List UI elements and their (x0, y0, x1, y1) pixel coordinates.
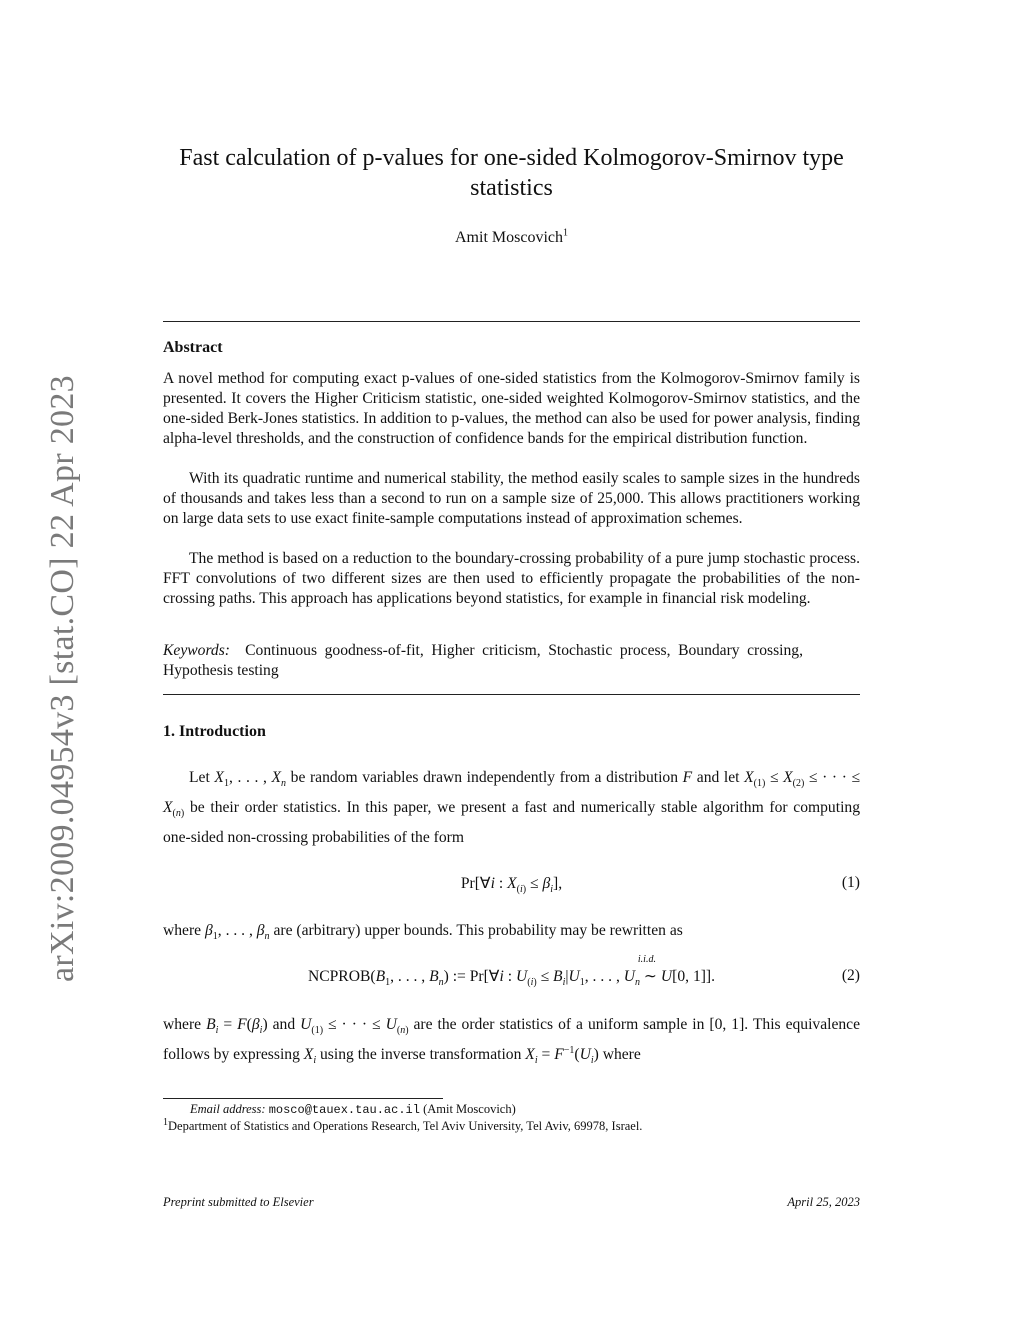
text-fragment: This equivalence follows by expressing (163, 1016, 861, 1063)
keywords-label: Keywords: (163, 642, 230, 659)
equation-1-number: (1) (841, 874, 860, 891)
text-fragment: Let (189, 769, 210, 786)
email-owner: (Amit Moscovich) (423, 1102, 516, 1116)
footnote-affiliation (163, 1116, 860, 1134)
arxiv-identifier-stamp: arXiv:2009.04954v3 [stat.CO] 22 Apr 2023 (44, 375, 81, 982)
footer-date: April 25, 2023 (787, 1195, 860, 1209)
author-affiliation-mark: 1 (563, 227, 568, 239)
intro-paragraph-3: where $B_i = F(\beta_i)$ and $U_{(1)}$ ≤ · · · ≤ $U_{(n)}$ are the order statistics of a uniform sample in [0, 1]. This equivalence follows by expressing $X_i$ using the inverse transformation $X_i = F^{-1}(U_i)$ where (163, 1016, 861, 1067)
title-line-2: statistics (470, 175, 553, 201)
text-fragment: and (272, 1016, 296, 1033)
author-line (163, 229, 860, 247)
text-fragment: be their order statistics. In this paper, we present a fast and numerically stable algorithm for computing one-sided non-crossing probabilities of the form (163, 799, 860, 846)
keywords (163, 641, 803, 681)
text-fragment: and let (696, 769, 740, 786)
text-fragment: be random variables drawn independently from a distribution (290, 769, 678, 786)
equation-2: $NCPROB(B_1$, . . . , $B_n$) := Pr[∀i : $U_{(i)} \le B_i|U_1$, . . . , $U_n$ i.i.d. ∼ U[0, 1]]. (307, 954, 716, 989)
author-name: Amit Moscovich (455, 229, 563, 246)
footer-preprint-note: Preprint submitted to Elsevier (163, 1195, 314, 1209)
title-line-1: Fast calculation of p-values for one-sided Kolmogorov-Smirnov type (179, 145, 844, 171)
email-label: Email address: (190, 1102, 266, 1116)
paper-title (163, 143, 860, 203)
email-address[interactable]: mosco@tauex.tau.ac.il (268, 1103, 420, 1117)
text-fragment: where (163, 922, 202, 939)
section-heading-introduction: 1. Introduction (163, 723, 266, 740)
footnote-email (163, 1102, 887, 1117)
text-fragment: using the inverse transformation (320, 1046, 522, 1063)
abstract-paragraph-2: With its quadratic runtime and numerical stability, the method easily scales to sample sizes in the hundreds of thousands and takes less than a second to run on a sample size of 25,000. This allows practitioners working on large data sets to use exact finite-sample computations instead of approximation schemes. (163, 470, 860, 527)
equation-1: Pr[∀i : $X_{(i)} \le \beta_i$], (460, 875, 563, 896)
equation-2-number: (2) (841, 967, 860, 984)
abstract-top-rule (163, 321, 860, 322)
abstract-bottom-rule (163, 694, 860, 695)
text-fragment: are the order statistics of a uniform sample in [0, 1]. (413, 1016, 749, 1033)
keywords-list: Continuous goodness-of-fit, Higher criticism, Stochastic process, Boundary crossing, Hypothesis testing (163, 642, 804, 679)
ncprob-label: NCPROB (307, 968, 371, 985)
text-fragment: where (602, 1046, 641, 1063)
text-fragment: where (163, 1016, 202, 1033)
intro-paragraph-2: where $\beta_1$, . . . , $\beta_n$ are (arbitrary) upper bounds. This probability may be rewritten as (163, 922, 683, 943)
affiliation-mark: 1 (163, 1116, 168, 1128)
text-fragment: are (arbitrary) upper bounds. This probability may be rewritten as (273, 922, 683, 939)
intro-paragraph-1: Let $X_1$, . . . , $X_n$ be random variables drawn independently from a distribution F and let $X_{(1)} \le X_{(2)}$ ≤ · · · ≤ $X_{(n)}$ be their order statistics. In this paper, we present a fast and numerically stable algorithm for computing one-sided non-crossing probabilities of the form (163, 769, 861, 846)
abstract-paragraph-3: The method is based on a reduction to the boundary-crossing probability of a pure jump stochastic process. FFT convolutions of two different sizes are then used to efficiently propagate the probabilities of the non-crossing paths. This approach has applications beyond statistics, for example in financial risk modeling. (163, 550, 860, 607)
abstract-heading: Abstract (163, 339, 223, 356)
iid-label: i.i.d. (637, 954, 656, 965)
abstract-paragraph-1: A novel method for computing exact p-values of one-sided statistics from the Kolmogorov-Smirnov family is presented. It covers the Higher Criticism statistic, one-sided weighted Kolmogorov-Smirnov statistics, and the one-sided Berk-Jones statistics. In addition to p-values, the method can also be used for power analysis, finding alpha-level thresholds, and the construction of confidence bands for the empirical distribution function. (163, 370, 860, 447)
affiliation-text: Department of Statistics and Operations Research, Tel Aviv University, Tel Aviv, 69978, Israel. (168, 1119, 643, 1133)
footnote-rule (163, 1098, 443, 1099)
